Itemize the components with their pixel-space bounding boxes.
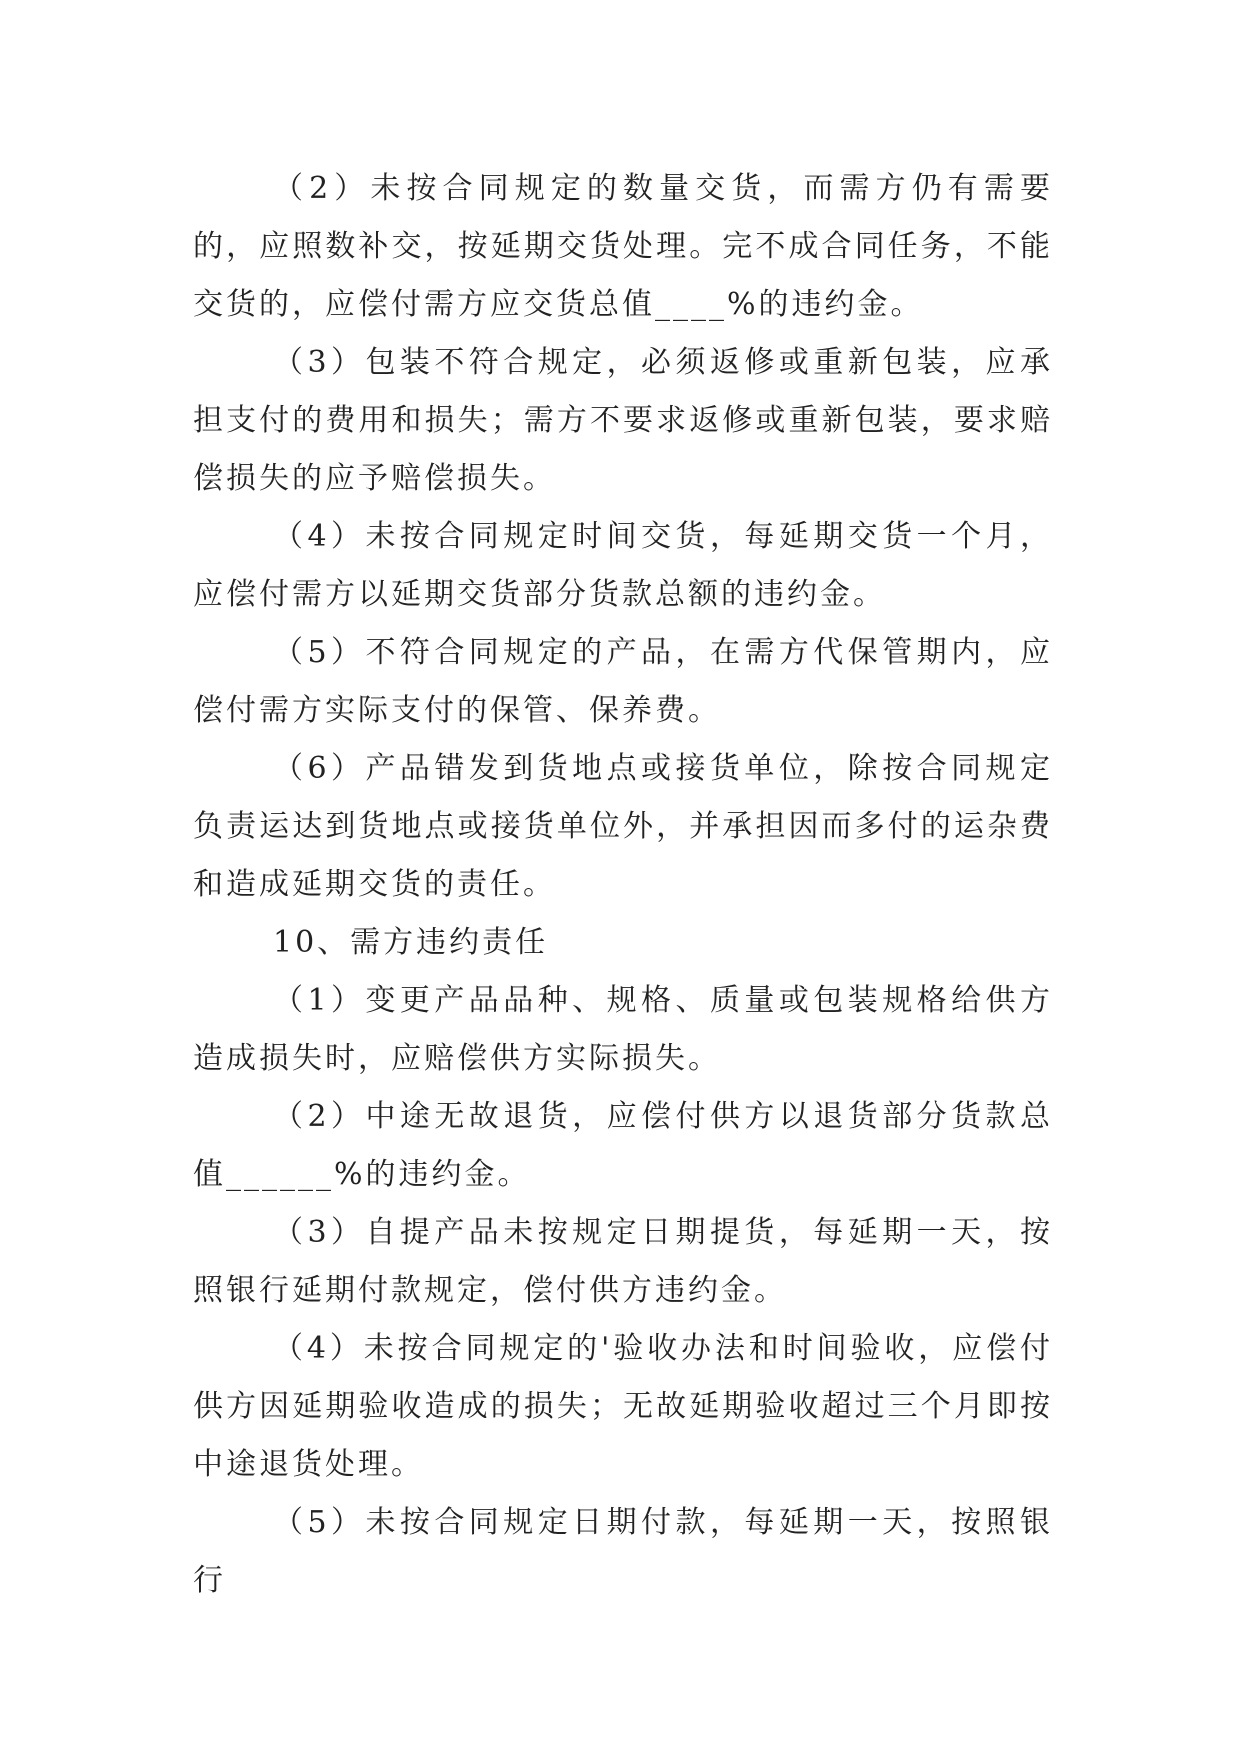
clause-2-paragraph: （2）未按合同规定的数量交货，而需方仍有需要的，应照数补交，按延期交货处理。完不成合同任务，不能交货的，应偿付需方应交货总值____%的违约金。: [193, 171, 1053, 322]
section-10-heading: 10、需方违约责任: [273, 925, 549, 960]
buyer-clause-1-paragraph: （1）变更产品品种、规格、质量或包装规格给供方造成损失时，应赔偿供方实际损失。: [193, 983, 1053, 1076]
buyer-clause-5-paragraph: （5）未按合同规定日期付款，每延期一天，按照银行: [193, 1505, 1053, 1598]
clause-3-paragraph: （3）包装不符合规定，必须返修或重新包装，应承担支付的费用和损失；需方不要求返修或重新包装，要求赔偿损失的应予赔偿损失。: [193, 345, 1053, 496]
document-body: [193, 160, 1053, 1610]
buyer-clause-2-paragraph: （2）中途无故退货，应偿付供方以退货部分货款总值______%的违约金。: [193, 1099, 1053, 1192]
buyer-clause-4-paragraph: （4）未按合同规定的'验收办法和时间验收，应偿付供方因延期验收造成的损失；无故延期验收超过三个月即按中途退货处理。: [193, 1331, 1053, 1482]
buyer-clause-3-paragraph: （3）自提产品未按规定日期提货，每延期一天，按照银行延期付款规定，偿付供方违约金。: [193, 1215, 1053, 1308]
clause-4-paragraph: （4）未按合同规定时间交货，每延期交货一个月，应偿付需方以延期交货部分货款总额的违约金。: [193, 519, 1053, 612]
clause-5-paragraph: （5）不符合同规定的产品，在需方代保管期内，应偿付需方实际支付的保管、保养费。: [193, 635, 1053, 728]
clause-6-paragraph: （6）产品错发到货地点或接货单位，除按合同规定负责运达到货地点或接货单位外，并承担因而多付的运杂费和造成延期交货的责任。: [193, 751, 1053, 902]
